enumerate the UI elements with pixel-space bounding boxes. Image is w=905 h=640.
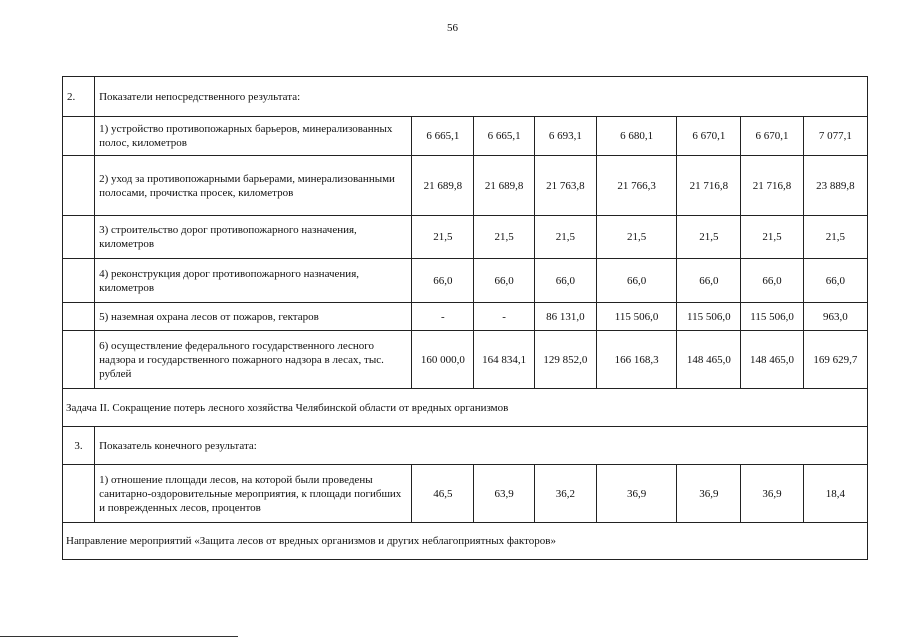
value-cell: 148 465,0 [741,331,803,389]
value-cell: 66,0 [596,259,676,303]
table-row [63,331,868,389]
value-cell: 21,5 [803,216,867,259]
row-label: 2) уход за противопожарными барьерами, минерализованными полосами, прочистка просек, километров [95,156,412,216]
value-cell: 63,9 [474,465,534,523]
value-cell: 21,5 [412,216,474,259]
section2-header-row [63,77,868,117]
value-cell: 66,0 [741,259,803,303]
value-cell: - [412,303,474,331]
page-number: 56 [447,22,458,34]
value-cell: 148 465,0 [677,331,741,389]
value-cell: 86 131,0 [534,303,596,331]
value-cell: 115 506,0 [596,303,676,331]
value-cell: 169 629,7 [803,331,867,389]
value-cell: 6 670,1 [677,117,741,156]
table-row [63,216,868,259]
table-row [63,465,868,523]
value-cell: 129 852,0 [534,331,596,389]
value-cell: 963,0 [803,303,867,331]
value-cell: 18,4 [803,465,867,523]
value-cell: 21 766,3 [596,156,676,216]
value-cell: 6 665,1 [412,117,474,156]
value-cell: 160 000,0 [412,331,474,389]
value-cell: 6 670,1 [741,117,803,156]
value-cell: 36,9 [596,465,676,523]
section-number: 3. [63,427,95,465]
value-cell: 166 168,3 [596,331,676,389]
indicators-table [62,76,868,560]
footnote-rule [0,636,238,637]
value-cell: 66,0 [412,259,474,303]
value-cell: 46,5 [412,465,474,523]
value-cell: 21,5 [677,216,741,259]
value-cell: - [474,303,534,331]
direction-row [63,523,868,560]
value-cell: 36,9 [677,465,741,523]
value-cell: 7 077,1 [803,117,867,156]
value-cell: 21 689,8 [412,156,474,216]
value-cell: 115 506,0 [741,303,803,331]
value-cell: 21 763,8 [534,156,596,216]
row-label: 1) устройство противопожарных барьеров, минерализованных полос, километров [95,117,412,156]
section-number: 2. [63,77,95,117]
table-row [63,117,868,156]
value-cell: 21 716,8 [741,156,803,216]
row-label: 3) строительство дорог противопожарного назначения, километров [95,216,412,259]
row-label: 6) осуществление федерального государственного лесного надзора и государственного пожарного надзора в лесах, тыс. рублей [95,331,412,389]
value-cell: 66,0 [474,259,534,303]
value-cell: 23 889,8 [803,156,867,216]
value-cell: 21,5 [534,216,596,259]
value-cell: 66,0 [534,259,596,303]
row-label: 4) реконструкция дорог противопожарного назначения, километров [95,259,412,303]
value-cell: 66,0 [803,259,867,303]
task-row [63,389,868,427]
value-cell: 21,5 [474,216,534,259]
value-cell: 36,9 [741,465,803,523]
table-row [63,259,868,303]
value-cell: 21,5 [596,216,676,259]
value-cell: 115 506,0 [677,303,741,331]
value-cell: 21,5 [741,216,803,259]
section3-header-row [63,427,868,465]
value-cell: 6 665,1 [474,117,534,156]
section-title: Показатели непосредственного результата: [95,77,868,117]
task-title: Задача II. Сокращение потерь лесного хозяйства Челябинской области от вредных организмов [63,389,868,427]
table-row [63,303,868,331]
section-title: Показатель конечного результата: [95,427,868,465]
table-row [63,156,868,216]
value-cell: 21 716,8 [677,156,741,216]
direction-title: Направление мероприятий «Защита лесов от вредных организмов и других неблагоприятных факторов» [63,523,868,560]
value-cell: 6 693,1 [534,117,596,156]
value-cell: 164 834,1 [474,331,534,389]
value-cell: 21 689,8 [474,156,534,216]
value-cell: 6 680,1 [596,117,676,156]
value-cell: 36,2 [534,465,596,523]
value-cell: 66,0 [677,259,741,303]
row-label: 5) наземная охрана лесов от пожаров, гектаров [95,303,412,331]
row-label: 1) отношение площади лесов, на которой были проведены санитарно-оздоровительные мероприятия, к площади погибших и поврежденных лесов, процентов [95,465,412,523]
